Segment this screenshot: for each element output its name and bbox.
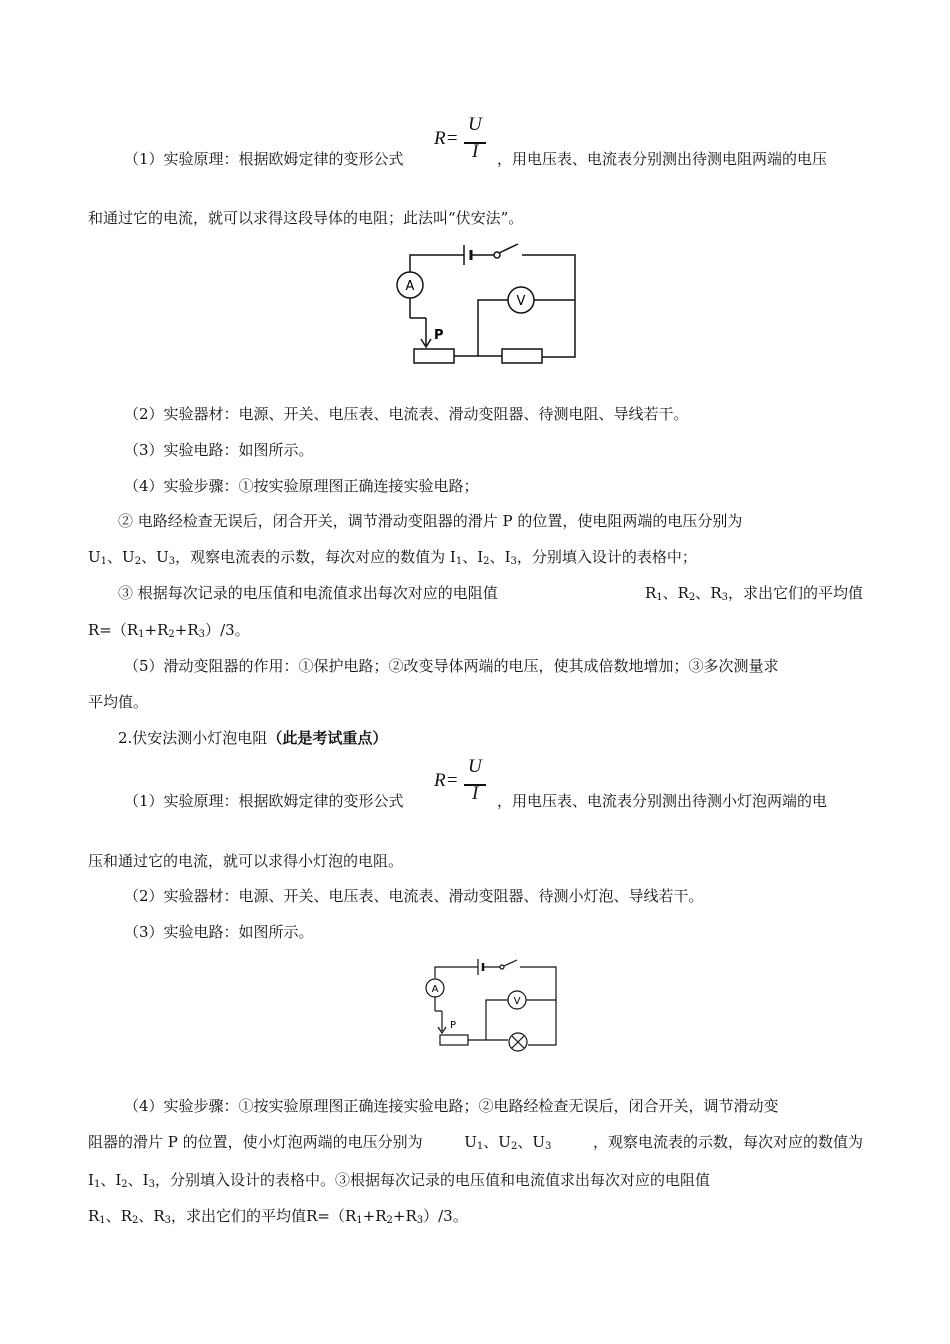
s2-heading: 2.伏安法测小灯泡电阻（此是考试重点） [118, 729, 388, 747]
rheostat-icon [440, 1035, 468, 1045]
s1-principle-b: ，用电压表、电流表分别测出待测电阻两端的电压 [497, 150, 828, 168]
rheostat-icon [414, 349, 454, 363]
wire [478, 300, 508, 356]
slider-label: P [434, 328, 444, 343]
s1-step2-a: ② 电路经检查无误后，闭合开关，调节滑动变阻器的滑片 P 的位置，使电阻两端的电压分别为 [118, 512, 743, 530]
s1-principle-c: 和通过它的电流，就可以求得这段导体的电阻；此法叫“伏安法”。 [88, 209, 524, 227]
wire [522, 255, 575, 357]
s1-materials: （2）实验器材：电源、开关、电压表、电流表、滑动变阻器、待测电阻、导线若干。 [124, 405, 689, 423]
switch-blade-icon [504, 960, 517, 966]
s2-steps-b: 阻器的滑片 P 的位置，使小灯泡两端的电压分别为 $U_1$、$U_2$、$U_3$ ，观察电流表的示数，每次对应的数值为 [88, 1133, 863, 1152]
ohm-formula-1 [434, 116, 494, 168]
circuit-diagram-resistor [390, 232, 590, 367]
wire [520, 967, 556, 1045]
voltmeter-label: V [516, 294, 526, 309]
wire [410, 255, 464, 272]
ammeter-label: A [405, 279, 415, 294]
s2-principle-c: 压和通过它的电流，就可以求得小灯泡的电阻。 [88, 852, 404, 870]
s2-principle-a: （1）实验原理：根据欧姆定律的变形公式 [124, 792, 404, 810]
slider-label: P [450, 1020, 457, 1031]
wire [486, 1000, 508, 1040]
switch-pivot [500, 965, 504, 969]
s2-circuit: （3）实验电路：如图所示。 [124, 923, 314, 941]
s1-role-a: （5）滑动变阻器的作用：①保护电路；②改变导体两端的电压，使其成倍数地增加；③多次测量求 [124, 657, 779, 675]
formula-lhs: R= [434, 770, 459, 791]
s2-steps-c: $I_1$、$I_2$、$I_3$，分别填入设计的表格中。③根据每次记录的电压值和电流值求出每次对应的电阻值 [88, 1171, 710, 1190]
s1-circuit: （3）实验电路：如图所示。 [124, 441, 314, 459]
s1-step2-b: $U_1$、$U_2$、$U_3$，观察电流表的示数，每次对应的数值为 $I_1$、$I_2$、$I_3$，分别填入设计的表格中； [88, 548, 697, 567]
s2-materials: （2）实验器材：电源、开关、电压表、电流表、滑动变阻器、待测小灯泡、导线若干。 [124, 887, 704, 905]
formula-numerator: U [468, 114, 482, 135]
s2-steps-d: $R_1$、$R_2$、$R_3$，求出它们的平均值$R=(R_1+R_2+R_3)/3$。 [88, 1207, 468, 1226]
formula-lhs: R= [434, 128, 459, 149]
s1-principle-a: （1）实验原理：根据欧姆定律的变形公式 [124, 150, 404, 168]
s1-step3-a: ③ 根据每次记录的电压值和电流值求出每次对应的电阻值 $R_1$、$R_2$、$R_3$，求出它们的平均值 [118, 584, 863, 603]
s1-role-b: 平均值。 [88, 693, 149, 711]
switch-blade-icon [499, 244, 518, 253]
voltmeter-label: V [513, 996, 521, 1007]
s2-steps-a: （4）实验步骤：①按实验原理图正确连接实验电路；②电路经检查无误后，闭合开关，调节滑动变 [124, 1097, 779, 1115]
circuit-diagram-lamp [420, 955, 560, 1053]
formula-denominator: I [472, 141, 479, 162]
formula-numerator: U [468, 756, 482, 777]
formula-denominator: I [472, 783, 479, 804]
s1-steps-title: （4）实验步骤：①按实验原理图正确连接实验电路； [124, 477, 479, 495]
wire [435, 967, 478, 978]
resistor-icon [502, 349, 542, 363]
s1-step3-b: $R=(R_1+R_2+R_3)/3$。 [88, 621, 250, 640]
ohm-formula-2 [434, 758, 494, 810]
s2-principle-b: ，用电压表、电流表分别测出待测小灯泡两端的电 [497, 792, 828, 810]
ammeter-label: A [431, 984, 439, 995]
